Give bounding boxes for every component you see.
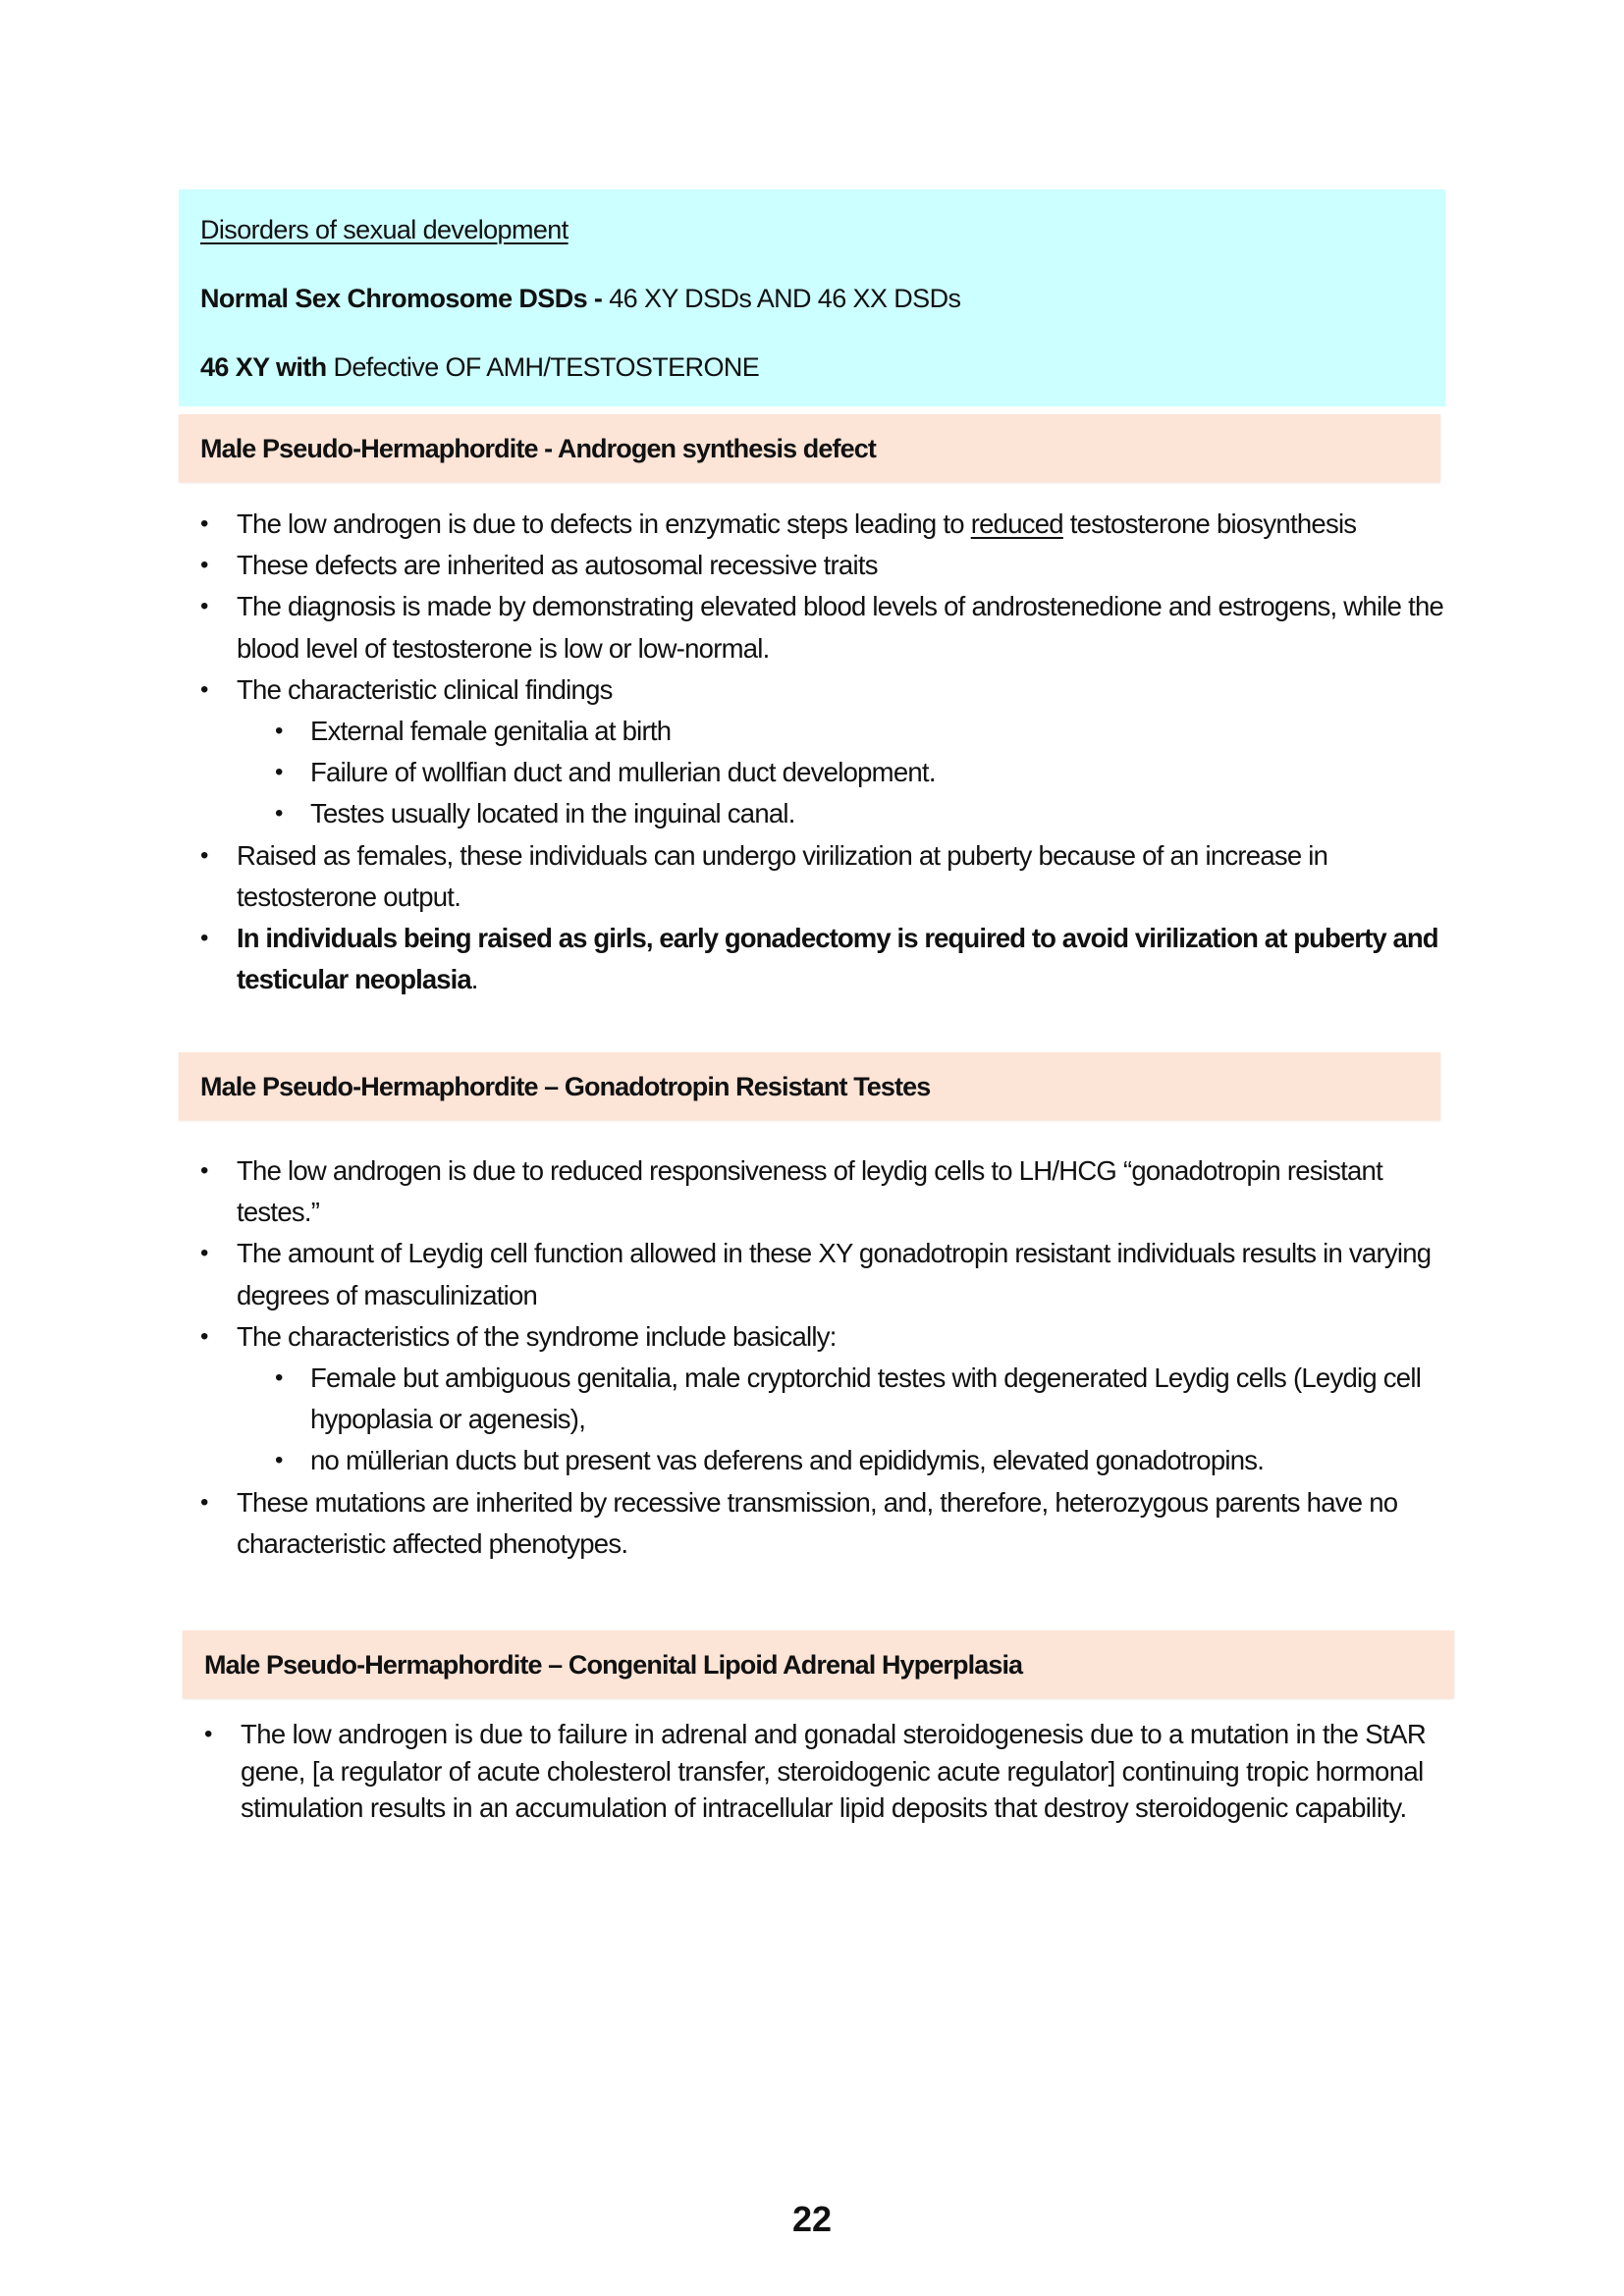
list-item-text: These mutations are inherited by recessive transmission, and, therefore, heterozygous parents have no characteristic affected phenotypes. bbox=[237, 1486, 1398, 1559]
list-item-text: . bbox=[470, 964, 478, 995]
category-heading-rest: 46 XY DSDs AND 46 XX DSDs bbox=[609, 284, 961, 313]
emphasized-text: In individuals being raised as girls, early gonadectomy is required to avoid virilization at puberty and testicular neoplasia bbox=[237, 923, 1438, 995]
list-item-text: The low androgen is due to reduced responsiveness of leydig cells to LH/HCG “gonadotropin resistant testes.” bbox=[237, 1155, 1382, 1228]
list-item bbox=[179, 669, 1445, 711]
bullet-icon: • bbox=[200, 1157, 208, 1184]
list-item-text: The characteristics of the syndrome include basically: bbox=[237, 1320, 837, 1352]
category-heading bbox=[200, 284, 960, 314]
list-item bbox=[179, 918, 1445, 1000]
list-item-text: External female genitalia at birth bbox=[310, 716, 672, 747]
bullet-icon: • bbox=[200, 1488, 208, 1516]
topic-header-box bbox=[179, 189, 1445, 406]
bullet-icon: • bbox=[200, 841, 208, 869]
bullet-icon: • bbox=[275, 759, 283, 786]
section-3-bullet-list bbox=[183, 1716, 1459, 1827]
list-item-text: The characteristic clinical findings bbox=[237, 673, 613, 705]
bullet-icon: • bbox=[275, 1364, 283, 1392]
bullet-icon: • bbox=[200, 593, 208, 620]
list-item-text: The low androgen is due to failure in adrenal and gonadal steroidogenesis due to a mutation in the StAR gene, [a regulator of acute cholesterol transfer, steroidogenic acute regulator] continuing tropic hormonal stimulation results in an accumulation of intracellular lipid deposits that destroy steroidogenic capability. bbox=[241, 1719, 1427, 1823]
list-item bbox=[179, 586, 1445, 668]
bullet-icon: • bbox=[200, 510, 208, 537]
category-heading-bold: Normal Sex Chromosome DSDs - bbox=[200, 284, 610, 313]
section-header-lipoid-adrenal-hyperplasia bbox=[183, 1630, 1454, 1698]
section-1-bullet-list bbox=[179, 504, 1445, 1000]
list-item-text: The diagnosis is made by demonstrating elevated blood levels of androstenedione and estrogens, while the blood level of testosterone is low or low-normal. bbox=[237, 591, 1444, 664]
list-item bbox=[179, 1150, 1455, 1233]
breadcrumb: Disorders of sexual development bbox=[200, 215, 568, 244]
section-header-gonadotropin-resistant bbox=[179, 1052, 1440, 1120]
subcategory-heading bbox=[200, 352, 759, 383]
bullet-icon: • bbox=[200, 925, 208, 952]
sub-list-item bbox=[179, 752, 1445, 793]
list-item bbox=[179, 1316, 1455, 1358]
page-number: 22 bbox=[791, 2199, 833, 2239]
list-item-text: Testes usually located in the inguinal canal. bbox=[310, 798, 795, 829]
section-title: Male Pseudo-Hermaphordite – Gonadotropin Resistant Testes bbox=[200, 1072, 931, 1101]
list-item bbox=[179, 1482, 1455, 1565]
list-item-text: The low androgen is due to defects in enzymatic steps leading to bbox=[237, 508, 971, 539]
bullet-icon: • bbox=[200, 552, 208, 579]
list-item bbox=[179, 835, 1445, 918]
list-item-text: testosterone biosynthesis bbox=[1062, 508, 1357, 539]
sub-list-item bbox=[179, 1440, 1455, 1481]
list-item bbox=[179, 1233, 1455, 1315]
list-item-text: These defects are inherited as autosomal recessive traits bbox=[237, 550, 878, 581]
bullet-icon: • bbox=[275, 1447, 283, 1474]
list-item-text: Failure of wollfian duct and mullerian duct development. bbox=[310, 757, 936, 788]
list-item-text: The amount of Leydig cell function allowed in these XY gonadotropin resistant individuals results in varying degrees of masculinization bbox=[237, 1238, 1432, 1310]
section-header-androgen-synthesis bbox=[179, 414, 1440, 482]
section-title: Male Pseudo-Hermaphordite – Congenital Lipoid Adrenal Hyperplasia bbox=[204, 1650, 1023, 1680]
underlined-word: reduced bbox=[970, 508, 1063, 539]
bullet-icon: • bbox=[200, 675, 208, 703]
subcategory-heading-bold: 46 XY with bbox=[200, 352, 334, 382]
section-2-bullet-list bbox=[179, 1150, 1455, 1565]
sub-list-item bbox=[179, 711, 1445, 752]
bullet-icon: • bbox=[275, 718, 283, 745]
list-item-text: Female but ambiguous genitalia, male cryptorchid testes with degenerated Leydig cells (Leydig cell hypoplasia or agenesis), bbox=[310, 1362, 1422, 1435]
list-item-text: no müllerian ducts but present vas deferens and epididymis, elevated gonadotropins. bbox=[310, 1445, 1265, 1476]
list-item bbox=[179, 504, 1445, 545]
bullet-icon: • bbox=[200, 1322, 208, 1350]
bullet-icon: • bbox=[204, 1721, 212, 1747]
sub-list-item bbox=[179, 793, 1445, 834]
sub-list-item bbox=[179, 1358, 1455, 1440]
list-item bbox=[183, 1716, 1459, 1827]
list-item bbox=[179, 545, 1445, 586]
bullet-icon: • bbox=[200, 1240, 208, 1267]
subcategory-heading-rest: Defective OF AMH/TESTOSTERONE bbox=[333, 352, 760, 382]
bullet-icon: • bbox=[275, 800, 283, 828]
list-item-text: Raised as females, these individuals can undergo virilization at puberty because of an increase in testosterone output. bbox=[237, 839, 1328, 912]
section-title: Male Pseudo-Hermaphordite - Androgen synthesis defect bbox=[200, 434, 876, 463]
